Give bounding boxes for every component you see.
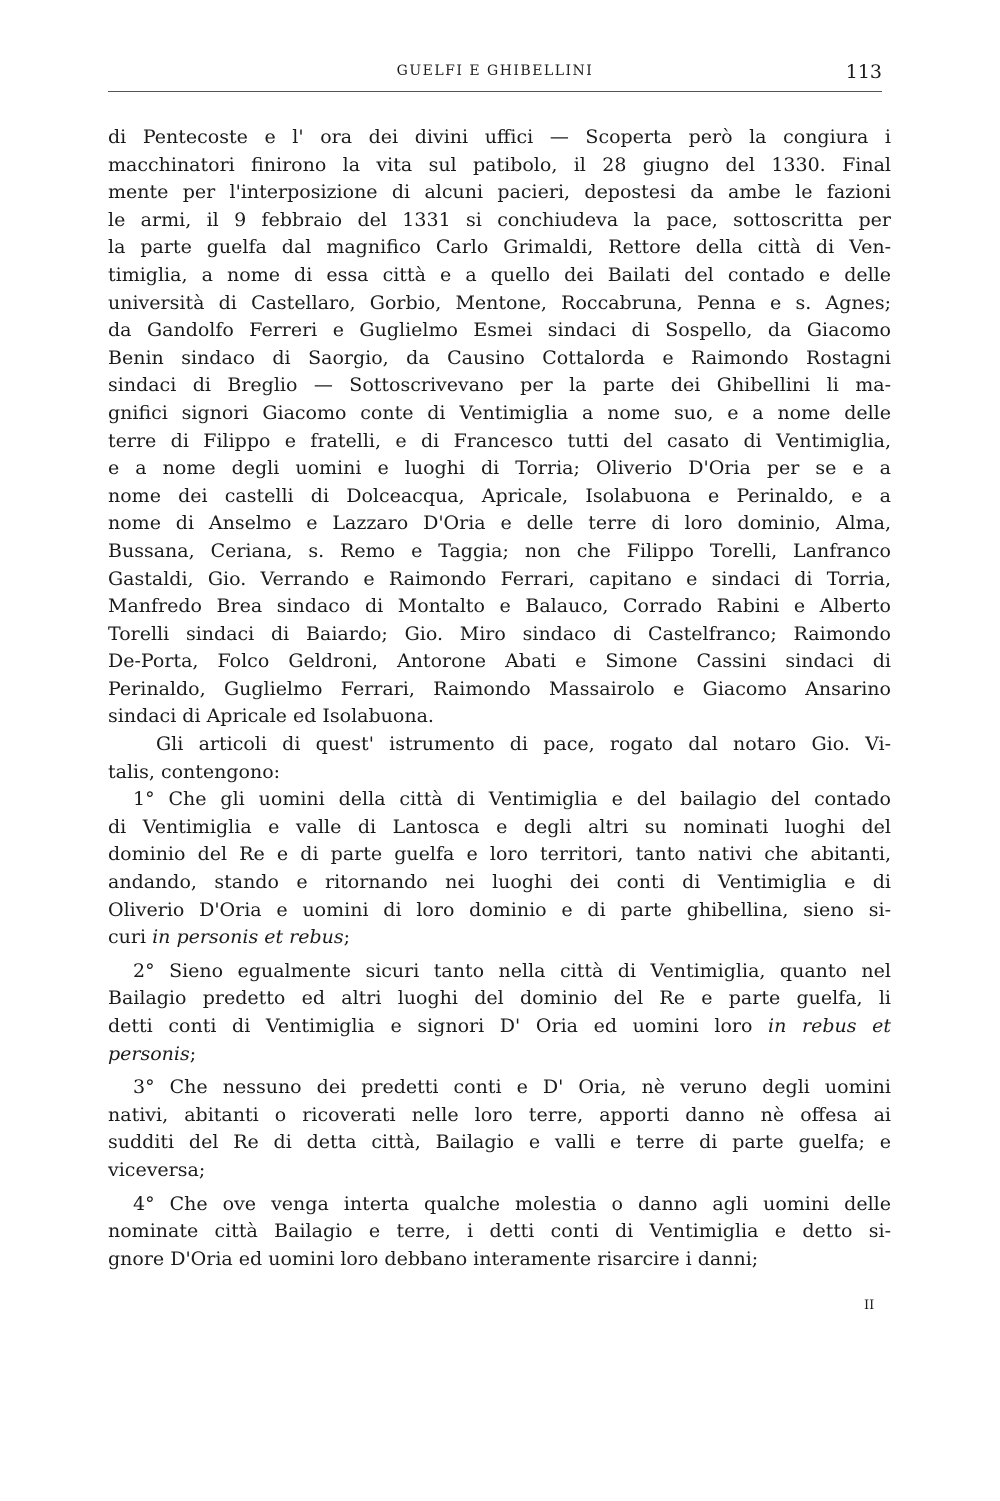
paragraph-start-line: Gli articoli di quest' istrumento di pace, rogato dal notaro Gio. Vi- (156, 733, 891, 756)
text-line: università di Castellaro, Gorbio, Mentone, Roccabruna, Penna e s. Agnes; (108, 291, 891, 314)
running-title: GUELFI E GHIBELLINI (396, 63, 594, 79)
text-line: macchinatori finirono la vita sul patibolo, il 28 giugno del 1330. Final (108, 153, 891, 176)
text-line: nome di Anselmo e Lazzaro D'Oria e delle terre di loro dominio, Alma, (108, 512, 891, 535)
text-line: viceversa; (108, 1158, 206, 1181)
text-line: De-Porta, Folco Geldroni, Antorone Abati e Simone Cassini sindaci di (108, 650, 891, 673)
text-fragment: ; (343, 926, 351, 949)
latin-phrase: in rebus et (768, 1015, 891, 1037)
text-line: nativi, abitanti o ricoverati nelle loro terre, apporti danno nè offesa ai (108, 1103, 891, 1126)
article-4-line: 4° Che ove venga interta qualche molestia o danno agli uomini delle (133, 1192, 891, 1215)
text-line: le armi, il 9 febbraio del 1331 si conchiudeva la pace, sottoscritta per (108, 208, 891, 231)
text-fragment: ; (189, 1042, 197, 1065)
page-number: 113 (845, 61, 882, 83)
body-text (108, 124, 891, 1273)
text-line-mixed (108, 1013, 891, 1041)
text-line: talis, contengono: (108, 760, 281, 783)
text-line: gnore D'Oria ed uomini loro debbano interamente risarcire i danni; (108, 1247, 759, 1270)
text-line: nome dei castelli di Dolceacqua, Apricale, Isolabuona e Perinaldo, e a (108, 484, 891, 507)
text-line: terre di Filippo e fratelli, e di Francesco tutti del casato di Ventimiglia, (108, 429, 891, 452)
text-line: e a nome degli uomini e luoghi di Torria; Oliverio D'Oria per se e a (108, 457, 891, 480)
text-line: da Gandolfo Ferreri e Guglielmo Esmei sindaci di Sospello, da Giacomo (108, 319, 891, 342)
article-3-line: 3° Che nessuno dei predetti conti e D' Oria, nè veruno degli uomini (133, 1076, 891, 1099)
text-line: timiglia, a nome di essa città e a quello dei Bailati del contado e delle (108, 263, 891, 286)
text-fragment: curi (108, 926, 147, 949)
text-line: sindaci di Apricale ed Isolabuona. (108, 705, 434, 728)
text-line: Torelli sindaci di Baiardo; Gio. Miro sindaco di Castelfranco; Raimondo (108, 622, 891, 645)
text-line: gnifici signori Giacomo conte di Ventimiglia a nome suo, e a nome delle (108, 401, 891, 424)
text-line: Oliverio D'Oria e uomini di loro dominio e di parte ghibellina, sieno si- (108, 898, 891, 921)
article-1-line: 1° Che gli uomini della città di Ventimiglia e del bailagio del contado (133, 788, 891, 811)
text-line: dominio del Re e di parte guelfa e loro territori, tanto nativi che abitanti, (108, 843, 891, 866)
text-line: Manfredo Brea sindaco di Montalto e Balauco, Corrado Rabini e Alberto (108, 595, 891, 618)
text-line-mixed (108, 924, 891, 952)
text-line: andando, stando e ritornando nei luoghi dei conti di Ventimiglia e di (108, 871, 891, 894)
signature-mark: II (864, 1298, 875, 1313)
text-line: Perinaldo, Guglielmo Ferrari, Raimondo Massairolo e Giacomo Ansarino (108, 677, 891, 700)
latin-phrase: in personis et rebus (152, 926, 344, 949)
text-line: Bussana, Ceriana, s. Remo e Taggia; non che Filippo Torelli, Lanfranco (108, 539, 891, 562)
text-fragment: detti conti di Ventimiglia e signori D' Oria ed uomini loro (108, 1015, 753, 1037)
text-line: Gastaldi, Gio. Verrando e Raimondo Ferrari, capitano e sindaci di Torria, (108, 567, 891, 590)
text-line: sindaci di Breglio — Sottoscrivevano per la parte dei Ghibellini li ma- (108, 374, 891, 397)
text-line: di Pentecoste e l' ora dei divini uffici — Scoperta però la congiura i (108, 126, 891, 148)
text-line-mixed (108, 1041, 891, 1069)
text-line: Benin sindaco di Saorgio, da Causino Cottalorda e Raimondo Rostagni (108, 346, 891, 369)
text-line: Bailagio predetto ed altri luoghi del dominio del Re e parte guelfa, li (108, 987, 891, 1010)
text-line: sudditi del Re di detta città, Bailagio e valli e terre di parte guelfa; e (108, 1131, 891, 1154)
text-line: di Ventimiglia e valle di Lantosca e degli altri su nominati luoghi del (108, 815, 891, 838)
text-line: la parte guelfa dal magnifico Carlo Grimaldi, Rettore della città di Ven- (108, 236, 891, 259)
text-line: mente per l'interposizione di alcuni pacieri, depostesi da ambe le fazioni (108, 181, 891, 204)
running-head (108, 62, 882, 84)
latin-phrase: personis (108, 1042, 190, 1065)
text-line: nominate città Bailagio e terre, i detti conti di Ventimiglia e detto si- (108, 1220, 891, 1243)
header-rule (108, 91, 882, 92)
article-2-line: 2° Sieno egualmente sicuri tanto nella città di Ventimiglia, quanto nel (133, 959, 891, 982)
